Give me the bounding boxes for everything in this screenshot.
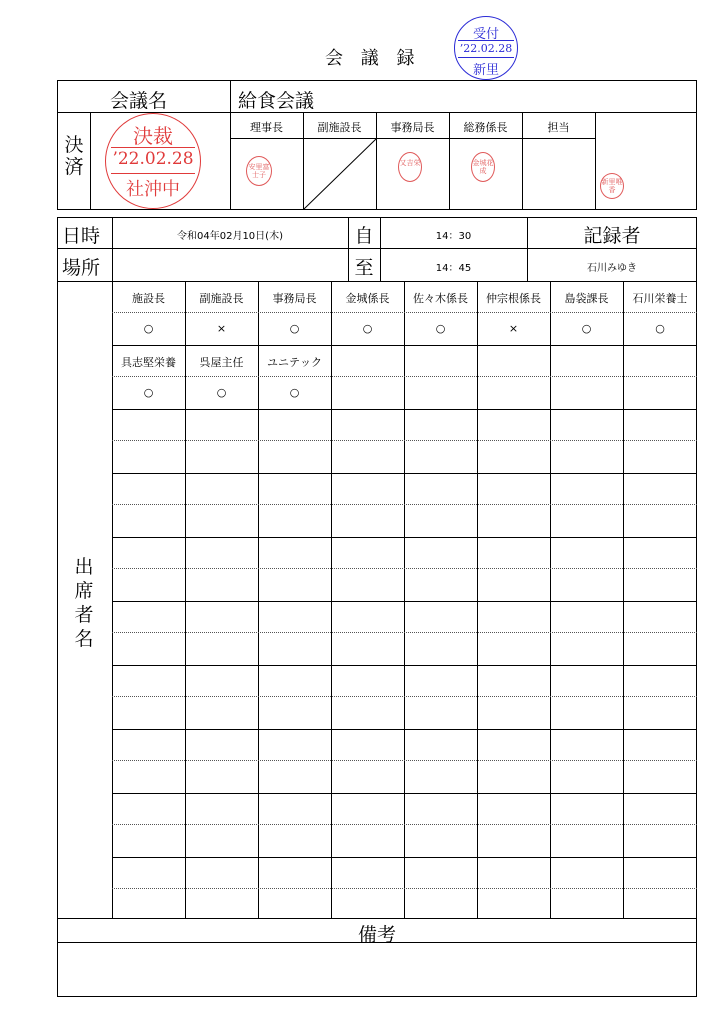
attendance-mark: ○ [289, 322, 300, 335]
remarks-label: 備考 [357, 924, 396, 946]
decision-stamp [105, 113, 201, 209]
remarks-area[interactable] [58, 943, 696, 996]
from-label: 自 [354, 225, 374, 247]
slash-mark [303, 138, 377, 210]
recorder-name: 石川みゆき [587, 263, 637, 274]
approver-header-vice-director: 副施設長 [317, 121, 362, 134]
attendee-title: 事務局長 [272, 292, 317, 305]
decision-stamp-bottom: 社沖中 [126, 179, 180, 200]
received-stamp-top: 受付 [472, 27, 499, 42]
approver-header-general-affairs: 総務係長 [463, 121, 508, 134]
approver-seal-secretary-general: 又吉栄 [398, 152, 422, 182]
attendee-title: 石川栄養士 [632, 292, 688, 305]
approver-header-staff: 担当 [547, 121, 570, 134]
page-title: 会 議 録 [325, 48, 421, 69]
approver-header-chairman: 理事長 [250, 121, 283, 134]
approval-label: 決済 [64, 134, 84, 178]
approver-header-secretary-general: 事務局長 [390, 121, 435, 134]
approver-seal-staff: 新里唯香 [600, 173, 624, 199]
attendance-mark: ○ [143, 322, 154, 335]
received-stamp-bottom: 新里 [472, 63, 499, 78]
attendee-title: 仲宗根係長 [486, 292, 541, 305]
attendee-title: 施設長 [132, 292, 165, 305]
attendee-title: 副施設長 [199, 292, 244, 305]
attendee-title: 呉屋主任 [199, 356, 244, 369]
decision-stamp-top: 決裁 [133, 124, 173, 148]
decision-stamp-date: ’22.02.28 [112, 149, 194, 169]
datetime-value: 令和04年02月10日(木) [177, 231, 283, 242]
received-stamp-date: ’22.02.28 [459, 42, 513, 55]
from-time: 14：30 [435, 231, 472, 242]
attendance-mark: ○ [362, 322, 373, 335]
attendance-mark: ○ [655, 322, 665, 335]
meeting-name-value: 給食会議 [238, 90, 315, 112]
attendee-title: 島袋課長 [564, 292, 609, 305]
attendee-title: 佐々木係長 [413, 292, 468, 305]
attendance-mark: ○ [216, 386, 227, 399]
attendance-mark: ○ [143, 386, 154, 399]
approver-seal-chairman: 安里富士子 [246, 156, 272, 186]
attendance-mark: × [508, 322, 519, 335]
attendee-title: 金城係長 [345, 292, 390, 305]
attendance-mark: ○ [581, 322, 592, 335]
place-label: 場所 [62, 257, 101, 279]
attendee-label: 出 席 者 名 [74, 556, 94, 650]
attendance-mark: × [216, 322, 227, 335]
datetime-label: 日時 [62, 225, 101, 247]
attendance-mark: ○ [289, 386, 300, 399]
to-label: 至 [354, 257, 374, 279]
attendee-title: 具志堅栄養 [121, 356, 176, 369]
approver-seal-general-affairs: 金城花成 [471, 152, 495, 182]
attendance-mark: ○ [435, 322, 446, 335]
to-time: 14：45 [435, 263, 472, 274]
received-stamp [454, 16, 518, 80]
attendee-title: ユニテック [267, 356, 322, 369]
recorder-label: 記録者 [583, 225, 641, 247]
meeting-name-label: 会議名 [110, 90, 168, 112]
